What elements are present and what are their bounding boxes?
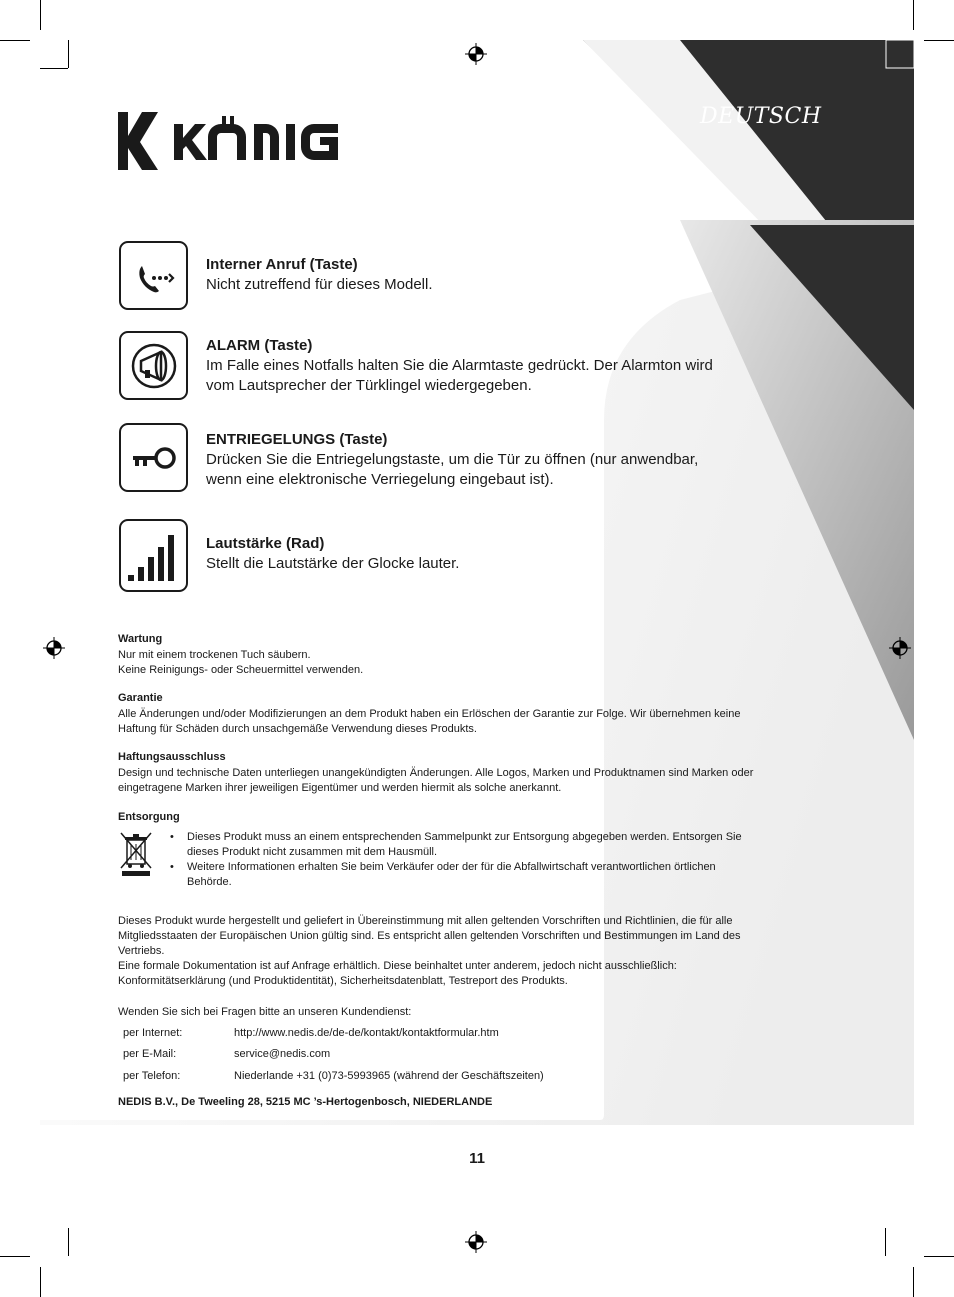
registration-mark-icon	[889, 637, 911, 659]
compliance-text	[118, 914, 818, 989]
text-line: Haftung für Schäden durch unsachgemäße Verwendung dieses Produkts.	[118, 723, 477, 735]
feature-text-line: vom Lautsprecher der Türklingel wiedergegeben.	[206, 377, 532, 394]
bullet-marker: •	[170, 831, 174, 843]
contact-label-email: per E-Mail:	[123, 1048, 177, 1060]
feature-text	[206, 275, 766, 295]
section-title-wartung: Wartung	[118, 633, 163, 645]
crop-mark	[924, 1256, 954, 1257]
crop-mark	[68, 40, 69, 68]
contact-intro: Wenden Sie sich bei Fragen bitte an unseren Kundendienst:	[118, 1006, 412, 1018]
crop-mark	[40, 68, 68, 69]
section-text-haftung	[118, 766, 818, 796]
section-text-wartung	[118, 648, 818, 678]
registration-mark-icon	[465, 43, 487, 65]
feature-title: ALARM (Taste)	[206, 337, 313, 354]
text-line: Vertriebs.	[118, 945, 165, 957]
crop-mark	[913, 0, 914, 30]
crop-mark	[913, 1267, 914, 1297]
feature-text-line: Im Falle eines Notfalls halten Sie die Alarmtaste gedrückt. Der Alarmton wird	[206, 357, 713, 374]
text-line: Design und technische Daten unterliegen unangekündigten Änderungen. Alle Logos, Marken und Produktnamen sind Marken oder	[118, 767, 754, 779]
weee-crossed-bin-icon	[118, 830, 154, 878]
crop-mark	[68, 1228, 69, 1256]
crop-mark	[40, 1267, 41, 1297]
registration-mark-icon	[43, 637, 65, 659]
contact-label-phone: per Telefon:	[123, 1070, 181, 1082]
text-line: Behörde.	[187, 876, 232, 888]
text-line: Eine formale Dokumentation ist auf Anfrage erhältlich. Diese beinhaltet unter anderem, jedoch nicht ausschließlich:	[118, 960, 677, 972]
company-address: NEDIS B.V., De Tweeling 28, 5215 MC ’s-Hertogenbosch, NIEDERLANDE	[118, 1096, 493, 1108]
section-title-entsorgung: Entsorgung	[118, 811, 180, 823]
alarm-horn-icon	[119, 331, 188, 400]
text-line: Dieses Produkt muss an einem entsprechenden Sammelpunkt zur Entsorgung abgegeben werden. Entsorgen Sie	[187, 831, 742, 843]
text-line: eingetragene Marken ihrer jeweiligen Eigentümer und werden hiermit als solche anerkannt.	[118, 782, 562, 794]
intercom-call-icon	[119, 241, 188, 310]
page-number: 11	[469, 1150, 485, 1167]
feature-text-line: Drücken Sie die Entriegelungstaste, um die Tür zu öffnen (nur anwendbar,	[206, 451, 699, 468]
volume-bars-icon	[119, 519, 188, 592]
crop-mark	[924, 40, 954, 41]
contact-link-internet[interactable]: http://www.nedis.de/de-de/kontakt/kontaktformular.htm	[234, 1027, 499, 1039]
text-line: Weitere Informationen erhalten Sie beim Verkäufer oder der für die Abfallwirtschaft verantwortlichen örtlichen	[187, 861, 716, 873]
key-icon	[119, 423, 188, 492]
feature-text	[206, 356, 766, 396]
text-line: Konformitätserklärung (und Produktidentität), Sicherheitsdatenblatt, Testreport des Produkts.	[118, 975, 568, 987]
crop-mark	[0, 40, 30, 41]
contact-label-internet: per Internet:	[123, 1027, 183, 1039]
crop-mark	[40, 0, 41, 30]
registration-mark-icon	[465, 1231, 487, 1253]
feature-title: Lautstärke (Rad)	[206, 535, 325, 552]
feature-text	[206, 554, 766, 574]
language-label: DEUTSCH	[700, 104, 822, 129]
text-line: Alle Änderungen und/oder Modifizierungen an dem Produkt haben ein Erlöschen der Garantie zur Folge. Wir übernehmen keine	[118, 708, 741, 720]
list-item	[170, 830, 810, 860]
text-line: Dieses Produkt wurde hergestellt und geliefert in Übereinstimmung mit allen geltenden Vorschriften und Richtlinien, die für alle	[118, 915, 733, 927]
text-line: Keine Reinigungs- oder Scheuermittel verwenden.	[118, 664, 364, 676]
list-item	[170, 860, 810, 890]
feature-text-line: Stellt die Lautstärke der Glocke lauter.	[206, 555, 460, 572]
crop-mark	[0, 1256, 30, 1257]
crop-mark	[885, 1228, 886, 1256]
feature-title: Interner Anruf (Taste)	[206, 256, 358, 273]
contact-value-phone: Niederlande +31 (0)73-5993965 (während der Geschäftszeiten)	[234, 1070, 544, 1082]
text-line: dieses Produkt nicht zusammen mit dem Hausmüll.	[187, 846, 438, 858]
section-title-haftung: Haftungsausschluss	[118, 751, 226, 763]
section-title-garantie: Garantie	[118, 692, 163, 704]
contact-link-email[interactable]: service@nedis.com	[234, 1048, 331, 1060]
text-line: Mitgliedsstaaten der Europäischen Union gültig sind. Es entspricht allen geltenden Vorschriften und Bestimmungen im Land des	[118, 930, 741, 942]
bullet-marker: •	[170, 861, 174, 873]
feature-title: ENTRIEGELUNGS (Taste)	[206, 431, 388, 448]
konig-logo	[118, 112, 342, 172]
section-text-garantie	[118, 707, 818, 737]
feature-text-line: wenn eine elektronische Verriegelung eingebaut ist).	[206, 471, 554, 488]
text-line: Nur mit einem trockenen Tuch säubern.	[118, 649, 311, 661]
feature-text-line: Nicht zutreffend für dieses Modell.	[206, 276, 433, 293]
feature-text	[206, 450, 766, 490]
